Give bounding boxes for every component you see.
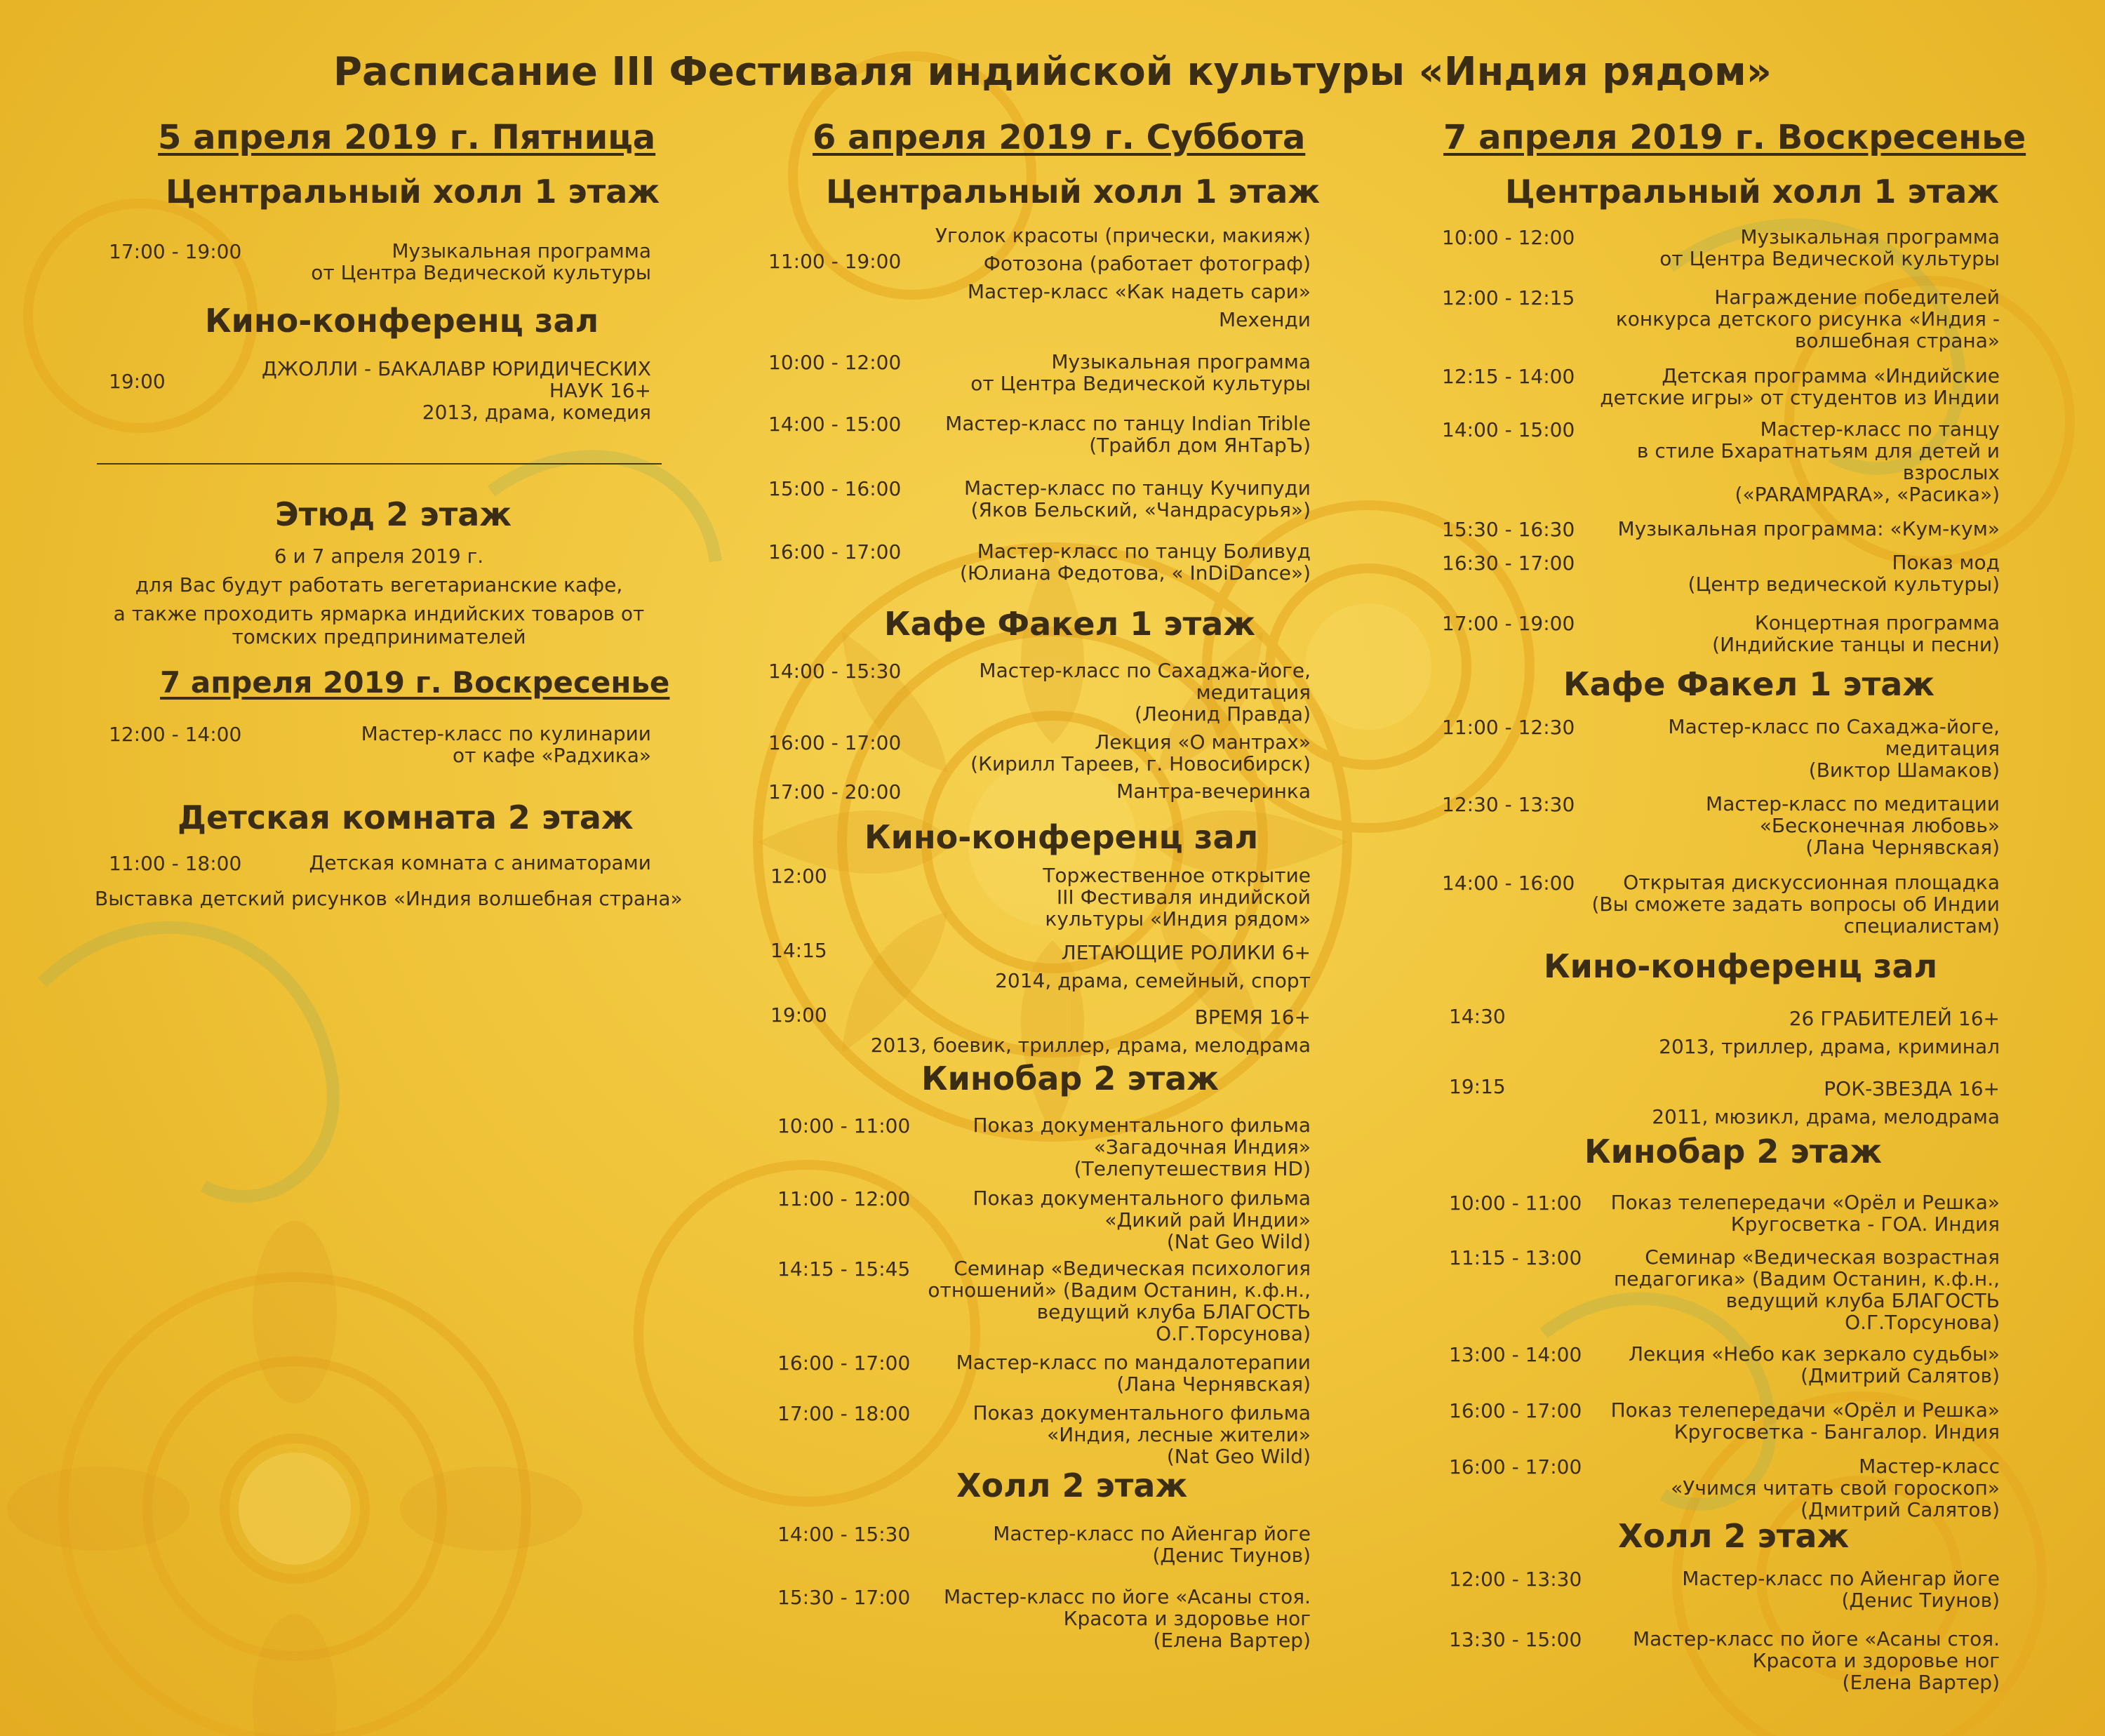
event-time: 13:30 - 15:00 bbox=[1449, 1628, 1582, 1651]
event-line: Красота и здоровье ног bbox=[1752, 1649, 2000, 1672]
event-time: 17:00 - 19:00 bbox=[109, 240, 242, 263]
event-time: 17:00 - 20:00 bbox=[768, 780, 902, 803]
event-time: 10:00 - 12:00 bbox=[1442, 226, 1575, 249]
event-line: Семинар «Ведическая психология bbox=[954, 1257, 1311, 1280]
event-time: 19:15 bbox=[1449, 1075, 1506, 1098]
event-description bbox=[1682, 1568, 2000, 1611]
event-description bbox=[1591, 872, 2000, 937]
event-line: О.Г.Торсунова) bbox=[1156, 1322, 1311, 1345]
event-time: 17:00 - 19:00 bbox=[1442, 612, 1575, 635]
info-line: томских предпринимателей bbox=[232, 625, 526, 648]
event-line: (Дмитрий Салятов) bbox=[1800, 1364, 2000, 1387]
event-line: 2013, драма, комедия bbox=[422, 401, 651, 424]
event-time: 11:00 - 12:30 bbox=[1442, 716, 1575, 739]
info-line: 6 и 7 апреля 2019 г. bbox=[274, 545, 484, 568]
event-time: 12:15 - 14:00 bbox=[1442, 365, 1575, 388]
event-time: 11:00 - 12:00 bbox=[777, 1187, 911, 1210]
event-time: 15:30 - 17:00 bbox=[777, 1586, 911, 1609]
event-time: 11:00 - 19:00 bbox=[768, 250, 902, 273]
event-description bbox=[1652, 1075, 2000, 1131]
event-time: 16:00 - 17:00 bbox=[1449, 1399, 1582, 1422]
event-line: от Центра Ведической культуры bbox=[970, 372, 1311, 395]
event-line: (Трайбл дом ЯнТарЪ) bbox=[1089, 434, 1311, 457]
event-line: (Телепутешествия HD) bbox=[1074, 1157, 1311, 1180]
event-line: (Яков Бельский, «Чандрасурья») bbox=[970, 498, 1311, 521]
event-line: «Загадочная Индия» bbox=[1093, 1135, 1311, 1159]
event-line: Мастер-класс bbox=[1859, 1455, 2000, 1478]
event-line: ведущий клуба БЛАГОСТЬ bbox=[1036, 1300, 1311, 1323]
event-line: Фотозона (работает фотограф) bbox=[983, 252, 1311, 275]
event-line: от Центра Ведической культуры bbox=[311, 261, 651, 284]
event-line: детские игры» от студентов из Индии bbox=[1600, 386, 2000, 409]
info-line: а также проходить ярмарка индийских товаров от bbox=[113, 602, 645, 625]
day2-section-title: Кино-конференц зал bbox=[864, 818, 1259, 856]
event-time: 14:15 - 15:45 bbox=[777, 1257, 911, 1281]
event-line: медитация bbox=[1885, 737, 2000, 760]
event-line: Мастер-класс по танцу Indian Trible bbox=[945, 412, 1311, 435]
event-line: Мастер-класс по танцу bbox=[1760, 418, 2000, 441]
event-line: Лекция «Небо как зеркало судьбы» bbox=[1628, 1342, 2000, 1366]
event-time: 16:30 - 17:00 bbox=[1442, 552, 1575, 575]
event-description bbox=[1633, 1628, 2000, 1693]
event-line: в стиле Бхаратнатьям для детей и bbox=[1636, 439, 2000, 462]
event-line: РОК-ЗВЕЗДА 16+ bbox=[1824, 1077, 2000, 1100]
event-line: (Кирилл Тареев, г. Новосибирск) bbox=[970, 752, 1311, 775]
day2-section-title: Центральный холл 1 этаж bbox=[826, 173, 1321, 211]
divider bbox=[97, 463, 662, 465]
event-line: Музыкальная программа bbox=[1051, 350, 1311, 373]
event-description bbox=[928, 1257, 1311, 1344]
event-description bbox=[871, 1003, 1311, 1060]
event-line: (Виктор Шамаков) bbox=[1808, 759, 2000, 782]
event-time: 11:15 - 13:00 bbox=[1449, 1246, 1582, 1269]
event-line: (Индийские танцы и песни) bbox=[1712, 633, 2000, 656]
event-description bbox=[1043, 864, 1311, 930]
event-line: специалистам) bbox=[1843, 914, 2000, 937]
event-line: Детская комната с аниматорами bbox=[309, 851, 651, 874]
event-line: Показ документального фильма bbox=[973, 1114, 1311, 1137]
event-description bbox=[1688, 552, 2000, 595]
event-description bbox=[995, 939, 1311, 995]
event-description bbox=[945, 413, 1311, 456]
event-time: 17:00 - 18:00 bbox=[777, 1402, 911, 1425]
event-line: Мастер-класс по Айенгар йоге bbox=[1682, 1567, 2000, 1590]
day1-section-title: Детская комната 2 этаж bbox=[178, 799, 634, 836]
event-line: Музыкальная программа bbox=[392, 239, 651, 262]
event-line: Семинар «Ведическая возрастная bbox=[1645, 1246, 2000, 1269]
event-line: 2014, драма, семейный, спорт bbox=[995, 969, 1311, 992]
event-line: волшебная страна» bbox=[1794, 329, 2000, 352]
day1-heading: 5 апреля 2019 г. Пятница bbox=[158, 118, 656, 157]
event-line: Красота и здоровье ног bbox=[1063, 1607, 1311, 1630]
event-time: 19:00 bbox=[109, 370, 166, 393]
event-time: 12:00 - 12:15 bbox=[1442, 286, 1575, 309]
day2-section-title: Кинобар 2 этаж bbox=[921, 1060, 1219, 1097]
event-line: от кафе «Радхика» bbox=[453, 744, 651, 767]
event-line: (Елена Вартер) bbox=[1842, 1671, 2000, 1694]
event-line: 2011, мюзикл, драма, мелодрама bbox=[1652, 1105, 2000, 1128]
event-time: 14:15 bbox=[770, 939, 827, 962]
event-line: медитация bbox=[1196, 681, 1311, 704]
event-line: Награждение победителей bbox=[1714, 286, 2000, 309]
exhibition-note: Выставка детский рисунков «Индия волшебная страна» bbox=[95, 887, 683, 910]
event-line: Мастер-класс по кулинарии bbox=[361, 722, 651, 745]
event-time: 14:00 - 15:30 bbox=[768, 660, 902, 683]
event-description bbox=[964, 477, 1311, 521]
event-description bbox=[1600, 365, 2000, 408]
event-description bbox=[1706, 793, 2000, 858]
event-line: 2013, боевик, триллер, драма, мелодрама bbox=[870, 1034, 1311, 1057]
event-description bbox=[1637, 418, 2000, 505]
event-description bbox=[944, 1586, 1311, 1651]
event-description bbox=[1668, 716, 2000, 781]
event-description bbox=[1611, 1399, 2000, 1443]
event-description bbox=[956, 1351, 1311, 1395]
event-time: 14:00 - 15:00 bbox=[768, 413, 902, 436]
event-line: Показ документального фильма bbox=[973, 1401, 1311, 1424]
event-line: 2013, триллер, драма, криминал bbox=[1659, 1035, 2000, 1058]
event-time: 14:00 - 15:00 bbox=[1442, 418, 1575, 441]
event-description bbox=[1671, 1455, 2000, 1521]
event-line: Мастер-класс по йоге «Асаны стоя. bbox=[1632, 1627, 2000, 1650]
day3-section-title: Кино-конференц зал bbox=[1544, 947, 1938, 985]
event-description bbox=[1629, 1343, 2000, 1387]
event-description bbox=[1617, 518, 2000, 540]
event-description bbox=[1659, 226, 2000, 269]
event-line: Мастер-класс по Сахаджа-йоге, bbox=[979, 659, 1311, 682]
event-time: 16:00 - 17:00 bbox=[768, 540, 902, 563]
event-time: 10:00 - 11:00 bbox=[1449, 1191, 1582, 1215]
event-description bbox=[262, 358, 651, 423]
event-time: 10:00 - 12:00 bbox=[768, 351, 902, 374]
event-description bbox=[973, 1402, 1311, 1467]
event-line: Показ документального фильма bbox=[973, 1187, 1311, 1210]
event-description bbox=[970, 351, 1311, 394]
event-line: (Лана Чернявская) bbox=[1805, 836, 2000, 859]
event-line: (Центр ведической культуры) bbox=[1688, 573, 2000, 596]
event-line: Концертная программа bbox=[1754, 611, 2000, 634]
event-line: ЛЕТАЮЩИЕ РОЛИКИ 6+ bbox=[1061, 941, 1311, 964]
day2-heading: 6 апреля 2019 г. Суббота bbox=[813, 118, 1306, 157]
event-line: (Леонид Правда) bbox=[1134, 702, 1311, 726]
event-line: Музыкальная программа: «Кум-кум» bbox=[1617, 517, 2000, 540]
event-time: 16:00 - 17:00 bbox=[777, 1351, 911, 1375]
event-time: 10:00 - 11:00 bbox=[777, 1114, 911, 1137]
page-title: Расписание III Фестиваля индийской культуры «Индия рядом» bbox=[333, 49, 1772, 95]
event-time: 19:00 bbox=[770, 1003, 827, 1027]
event-line: Мастер-класс по Айенгар йоге bbox=[993, 1522, 1311, 1545]
event-line: Мастер-класс по танцу Кучипуди bbox=[963, 476, 1311, 500]
event-line: (Денис Тиунов) bbox=[1152, 1544, 1311, 1567]
event-description bbox=[1611, 1191, 2000, 1235]
day1-section-title: Этюд 2 этаж bbox=[275, 495, 512, 533]
event-line: Мастер-класс по йоге «Асаны стоя. bbox=[943, 1585, 1311, 1608]
info-text bbox=[98, 542, 660, 651]
event-time: 15:30 - 16:30 bbox=[1442, 518, 1575, 541]
event-line: Мастер-класс «Как надеть сари» bbox=[967, 280, 1311, 303]
event-line: «Дикий рай Индии» bbox=[1104, 1208, 1311, 1231]
event-description bbox=[311, 240, 651, 283]
event-line: НАУК 16+ bbox=[549, 379, 651, 402]
event-time: 15:00 - 16:00 bbox=[768, 477, 902, 500]
event-line: («PARAMPARA», «Расика») bbox=[1735, 483, 2000, 506]
event-time: 12:00 - 13:30 bbox=[1449, 1568, 1582, 1591]
event-time: 12:00 bbox=[770, 864, 827, 888]
event-line: Мантра-вечеринка bbox=[1116, 780, 1311, 803]
event-line: Открытая дискуссионная площадка bbox=[1623, 871, 2000, 894]
event-line: «Учимся читать свой гороскоп» bbox=[1671, 1476, 2000, 1500]
day1-section-title: Центральный холл 1 этаж bbox=[166, 173, 660, 211]
event-line: Музыкальная программа bbox=[1740, 225, 2000, 248]
event-description bbox=[960, 540, 1311, 584]
event-line: Кругосветка - ГОА. Индия bbox=[1730, 1213, 2000, 1236]
event-time: 14:30 bbox=[1449, 1005, 1506, 1028]
event-line: Показ мод bbox=[1892, 551, 2000, 574]
event-time: 12:00 - 14:00 bbox=[109, 723, 242, 746]
event-line: Мастер-класс по танцу Боливуд bbox=[977, 540, 1311, 563]
day3-heading: 7 апреля 2019 г. Воскресенье bbox=[1443, 118, 2026, 157]
day3-section-title: Холл 2 этаж bbox=[1618, 1517, 1850, 1555]
event-line: Кругосветка - Бангалор. Индия bbox=[1673, 1420, 2000, 1443]
event-line: О.Г.Торсунова) bbox=[1845, 1311, 2000, 1334]
event-time: 16:00 - 17:00 bbox=[768, 731, 902, 754]
event-line: ВРЕМЯ 16+ bbox=[1194, 1006, 1311, 1029]
event-line: III Фестиваля индийской bbox=[1056, 886, 1311, 909]
event-description bbox=[935, 222, 1311, 334]
event-line: отношений» (Вадим Останин, к.ф.н., bbox=[928, 1278, 1311, 1302]
event-description bbox=[361, 723, 651, 766]
event-description bbox=[979, 660, 1311, 725]
event-line: Мастер-класс по мандалотерапии bbox=[956, 1351, 1311, 1374]
event-line: Лекция «О мантрах» bbox=[1095, 730, 1311, 754]
event-description bbox=[309, 852, 651, 874]
event-line: Показ телепередачи «Орёл и Решка» bbox=[1610, 1398, 2000, 1422]
event-time: 13:00 - 14:00 bbox=[1449, 1343, 1582, 1366]
event-line: 26 ГРАБИТЕЛЕЙ 16+ bbox=[1789, 1007, 2000, 1030]
event-time: 14:00 - 16:00 bbox=[1442, 872, 1575, 895]
event-line: Уголок красоты (прически, макияж) bbox=[935, 224, 1311, 247]
event-time: 12:30 - 13:30 bbox=[1442, 793, 1575, 816]
event-line: (Дмитрий Салятов) bbox=[1800, 1498, 2000, 1521]
day3-section-title: Центральный холл 1 этаж bbox=[1505, 173, 2000, 211]
event-line: ведущий клуба БЛАГОСТЬ bbox=[1725, 1289, 2000, 1312]
event-description bbox=[970, 731, 1311, 775]
day2-section-title: Холл 2 этаж bbox=[956, 1467, 1188, 1504]
event-description bbox=[1614, 1246, 2000, 1333]
event-description bbox=[973, 1187, 1311, 1253]
event-line: Показ телепередачи «Орёл и Решка» bbox=[1610, 1191, 2000, 1214]
info-line: для Вас будут работать вегетарианские кафе, bbox=[135, 573, 623, 596]
event-line: (Юлиана Федотова, « InDiDance») bbox=[959, 561, 1311, 585]
event-line: культуры «Индия рядом» bbox=[1045, 907, 1311, 930]
event-time: 16:00 - 17:00 bbox=[1449, 1455, 1582, 1478]
event-line: Мехенди bbox=[1218, 308, 1311, 331]
event-line: (Денис Тиунов) bbox=[1841, 1589, 2000, 1612]
event-description bbox=[973, 1114, 1311, 1180]
day1-sub-heading: 7 апреля 2019 г. Воскресенье bbox=[160, 665, 670, 700]
day1-section-title: Кино-конференц зал bbox=[205, 302, 599, 340]
event-line: педагогика» (Вадим Останин, к.ф.н., bbox=[1613, 1267, 2000, 1290]
day3-section-title: Кинобар 2 этаж bbox=[1584, 1133, 1883, 1170]
event-line: «Индия, лесные жители» bbox=[1047, 1423, 1311, 1446]
event-line: Детская программа «Индийские bbox=[1662, 364, 2000, 387]
event-line: «Бесконечная любовь» bbox=[1759, 814, 2000, 837]
event-description bbox=[1712, 612, 2000, 655]
event-line: Мастер-класс по медитации bbox=[1706, 792, 2000, 815]
event-line: (Nat Geo Wild) bbox=[1166, 1445, 1311, 1468]
event-line: конкурса детского рисунка «Индия - bbox=[1615, 307, 2000, 330]
event-time: 11:00 - 18:00 bbox=[109, 852, 242, 875]
day2-section-title: Кафе Факел 1 этаж bbox=[884, 605, 1256, 643]
event-description bbox=[1616, 286, 2000, 352]
event-line: (Лана Чернявская) bbox=[1116, 1373, 1311, 1396]
event-line: взрослых bbox=[1902, 461, 2000, 484]
event-line: (Елена Вартер) bbox=[1153, 1629, 1311, 1652]
event-description bbox=[993, 1523, 1311, 1566]
day3-section-title: Кафе Факел 1 этаж bbox=[1563, 665, 1935, 703]
event-line: Торжественное открытие bbox=[1043, 864, 1311, 887]
event-time: 14:00 - 15:30 bbox=[777, 1523, 911, 1546]
event-line: от Центра Ведической культуры bbox=[1659, 247, 2000, 270]
event-line: (Nat Geo Wild) bbox=[1166, 1230, 1311, 1253]
event-description bbox=[1659, 1005, 2000, 1061]
event-description bbox=[1116, 780, 1311, 802]
event-line: (Вы сможете задать вопросы об Индии bbox=[1591, 893, 2000, 916]
event-line: Мастер-класс по Сахаджа-йоге, bbox=[1668, 715, 2000, 738]
event-line: ДЖОЛЛИ - БАКАЛАВР ЮРИДИЧЕСКИХ bbox=[262, 357, 651, 380]
